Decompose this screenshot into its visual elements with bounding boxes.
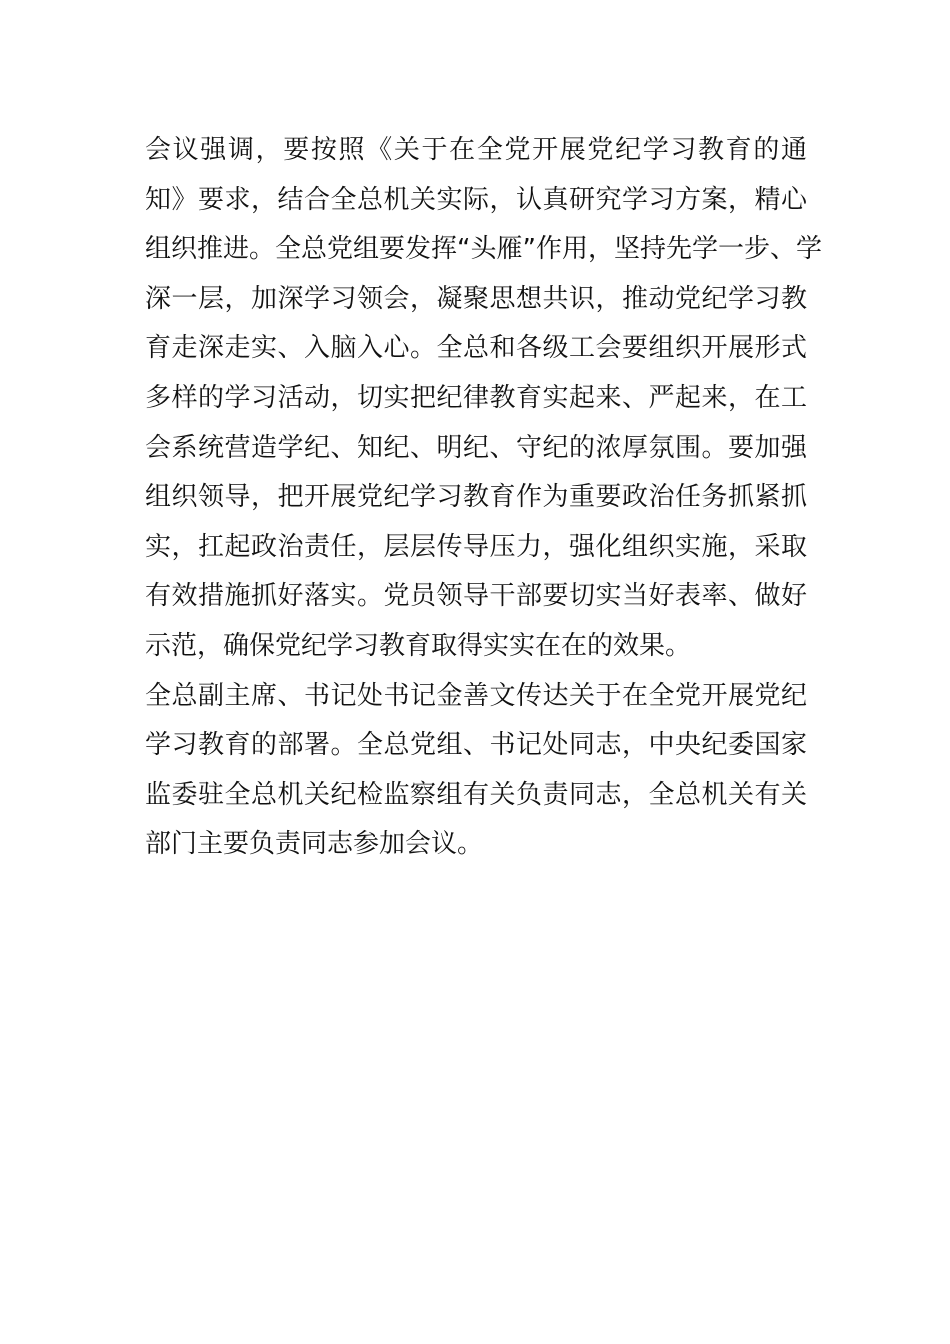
paragraph-line: 示范，确保党纪学习教育取得实实在在的效果。 (145, 630, 692, 661)
paragraph-line: 深一层，加深学习领会，凝聚思想共识，推动党纪学习教 (145, 283, 807, 314)
document-body (145, 126, 822, 870)
paragraph-line: 组织推进。全总党组要发挥“头雁”作用，坚持先学一步、学 (145, 234, 822, 265)
paragraph-attendees (145, 672, 807, 870)
paragraph-line: 知》要求，结合全总机关实际，认真研究学习方案，精心 (145, 184, 807, 215)
paragraph-meeting-emphasis (145, 126, 822, 672)
paragraph-line: 会议强调，要按照《关于在全党开展党纪学习教育的通 (145, 135, 807, 165)
paragraph-line: 多样的学习活动，切实把纪律教育实起来、严起来，在工 (145, 382, 807, 413)
paragraph-line: 组织领导，把开展党纪学习教育作为重要政治任务抓紧抓 (145, 482, 807, 513)
paragraph-line: 会系统营造学纪、知纪、明纪、守纪的浓厚氛围。要加强 (145, 432, 807, 463)
paragraph-line: 育走深走实、入脑入心。全总和各级工会要组织开展形式 (145, 333, 807, 364)
paragraph-line: 有效措施抓好落实。党员领导干部要切实当好表率、做好 (145, 581, 807, 612)
paragraph-line: 监委驻全总机关纪检监察组有关负责同志，全总机关有关 (145, 779, 807, 810)
paragraph-line: 学习教育的部署。全总党组、书记处同志，中央纪委国家 (145, 730, 807, 761)
paragraph-line: 实，扛起政治责任，层层传导压力，强化组织实施，采取 (145, 531, 807, 562)
paragraph-line: 部门主要负责同志参加会议。 (145, 829, 484, 860)
paragraph-line: 全总副主席、书记处书记金善文传达关于在全党开展党纪 (145, 680, 807, 711)
